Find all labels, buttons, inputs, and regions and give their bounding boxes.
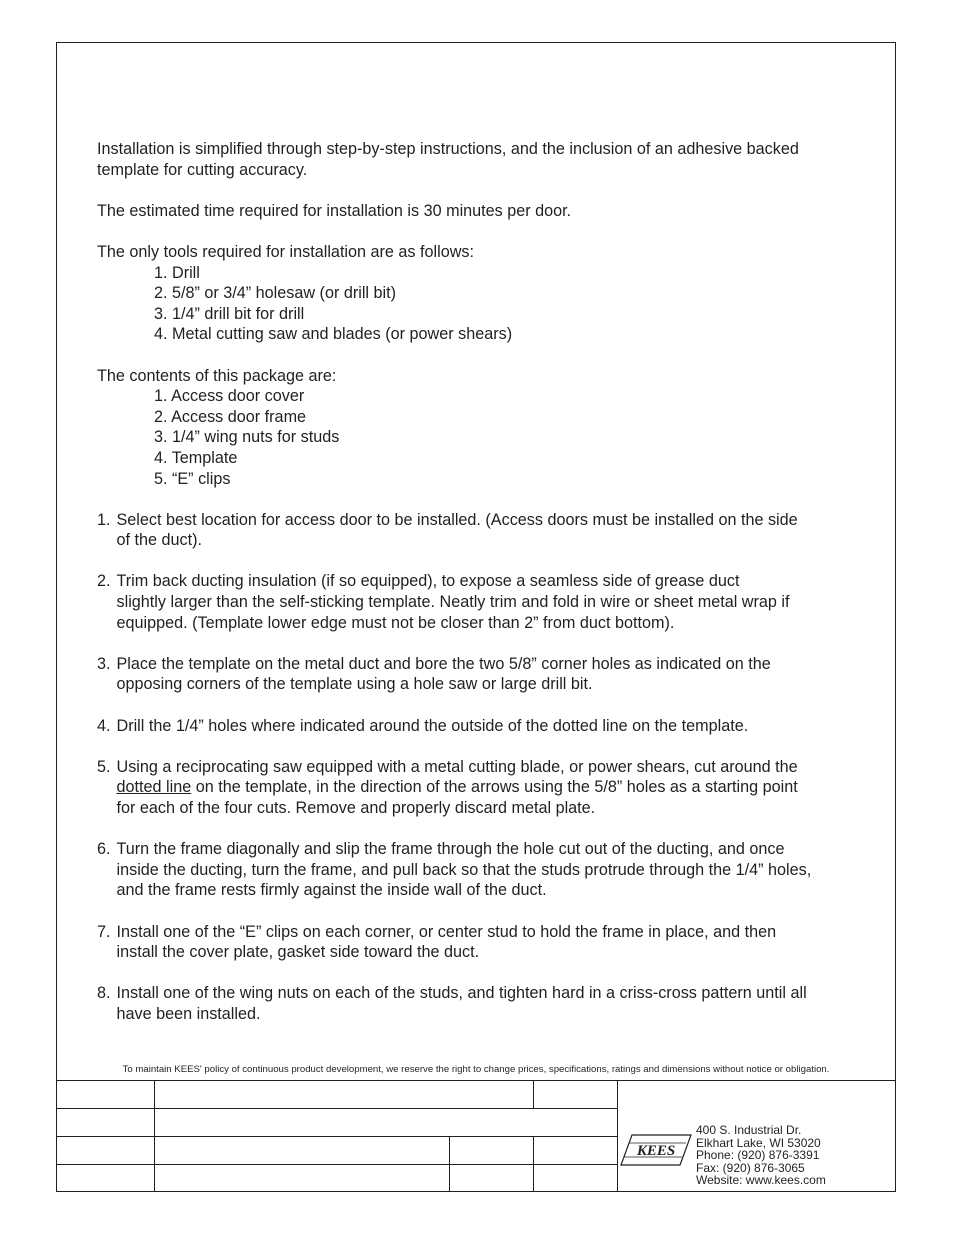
logo-text: KEES <box>636 1143 676 1159</box>
step-line: Turn the frame diagonally and slip the frame through the hole cut out of the ducting, and once <box>116 840 785 859</box>
instructions-body <box>97 139 867 1025</box>
step-5 <box>97 757 867 819</box>
content-item: 3. 1/4” wing nuts for studs <box>154 428 340 447</box>
step-line: Trim back ducting insulation (if so equipped), to expose a seamless side of grease duct <box>116 572 740 591</box>
tool-item: 1. Drill <box>154 263 200 282</box>
step-7 <box>97 922 867 963</box>
step-number: 2. <box>97 572 111 591</box>
step-6 <box>97 839 867 901</box>
step-number: 5. <box>97 757 111 776</box>
step-line: slightly larger than the self-sticking template. Neatly trim and fold in wire or sheet metal wrap if <box>116 593 790 612</box>
step-3 <box>97 654 867 695</box>
tool-item: 4. Metal cutting saw and blades (or power shears) <box>154 325 513 344</box>
step-number: 4. <box>97 716 111 735</box>
content-item: 5. “E” clips <box>154 469 231 488</box>
step-line: opposing corners of the template using a hole saw or large drill bit. <box>116 675 593 694</box>
fax: Fax: (920) 876-3065 <box>696 1160 805 1175</box>
step-2 <box>97 571 867 633</box>
step-line: Drill the 1/4” holes where indicated around the outside of the dotted line on the template. <box>116 716 749 735</box>
step-line: Using a reciprocating saw equipped with a metal cutting blade, or power shears, cut around the <box>116 757 798 776</box>
step-line: for each of the four cuts. Remove and properly discard metal plate. <box>116 799 596 817</box>
content-item: 4. Template <box>154 448 238 467</box>
title-block-rule <box>56 1108 617 1109</box>
underlined-text: dotted line <box>116 778 192 797</box>
step-line: install the cover plate, gasket side toward the duct. <box>116 943 480 962</box>
step-number: 8. <box>97 984 111 1003</box>
step-line-rest: on the template, in the direction of the arrows using the 5/8” holes as a starting point <box>191 778 798 797</box>
title-block-divider <box>154 1080 155 1192</box>
company-address <box>696 1124 826 1187</box>
step-number: 3. <box>97 654 111 673</box>
website: Website: www.kees.com <box>696 1173 826 1188</box>
step-line: Install one of the “E” clips on each corner, or center stud to hold the frame in place, and then <box>116 922 777 941</box>
title-block-divider <box>533 1136 534 1192</box>
step-line: of the duct). <box>116 531 202 550</box>
step-1 <box>97 510 867 551</box>
address-line: Elkhart Lake, WI 53020 <box>696 1135 821 1150</box>
title-block-divider <box>533 1080 534 1108</box>
tool-item: 3. 1/4” drill bit for drill <box>154 304 305 323</box>
disclaimer: To maintain KEES' policy of continuous product development, we reserve the right to change prices, specifications, ratings and dimensions without notice or obligation. <box>122 1064 830 1075</box>
title-block-divider <box>449 1136 450 1192</box>
step-number: 1. <box>97 510 111 529</box>
step-line: Install one of the wing nuts on each of the studs, and tighten hard in a criss-cross pattern until all <box>116 984 807 1003</box>
step-4 <box>97 716 867 737</box>
step-line: equipped. (Template lower edge must not be closer than 2” from duct bottom). <box>116 613 675 632</box>
content-item: 1. Access door cover <box>154 387 305 406</box>
tool-item: 2. 5/8” or 3/4” holesaw (or drill bit) <box>154 284 397 303</box>
install-time: The estimated time required for installation is 30 minutes per door. <box>97 201 572 220</box>
tools-heading: The only tools required for installation are as follows: <box>97 242 474 261</box>
step-8 <box>97 983 867 1024</box>
contents-heading: The contents of this package are: <box>97 366 337 385</box>
content-item: 2. Access door frame <box>154 407 307 426</box>
step-line: Select best location for access door to be installed. (Access doors must be installed on the side <box>116 510 798 529</box>
title-block-rule <box>56 1080 896 1081</box>
step-line: and the frame rests firmly against the inside wall of the duct. <box>116 881 547 900</box>
phone: Phone: (920) 876-3391 <box>696 1148 820 1163</box>
title-block-divider <box>617 1080 618 1192</box>
step-number: 7. <box>97 922 111 941</box>
intro-line-2: template for cutting accuracy. <box>97 160 308 179</box>
kees-logo <box>620 1134 692 1166</box>
step-line: Place the template on the metal duct and bore the two 5/8” corner holes as indicated on the <box>116 654 771 673</box>
address-line: 400 S. Industrial Dr. <box>696 1123 802 1137</box>
step-number: 6. <box>97 840 111 859</box>
intro-line-1: Installation is simplified through step-by-step instructions, and the inclusion of an adhesive backed <box>97 140 799 158</box>
step-line: inside the ducting, turn the frame, and pull back so that the studs protrude through the 1/4” holes, <box>116 860 812 879</box>
step-line <box>117 777 798 798</box>
step-line: have been installed. <box>116 1004 261 1023</box>
